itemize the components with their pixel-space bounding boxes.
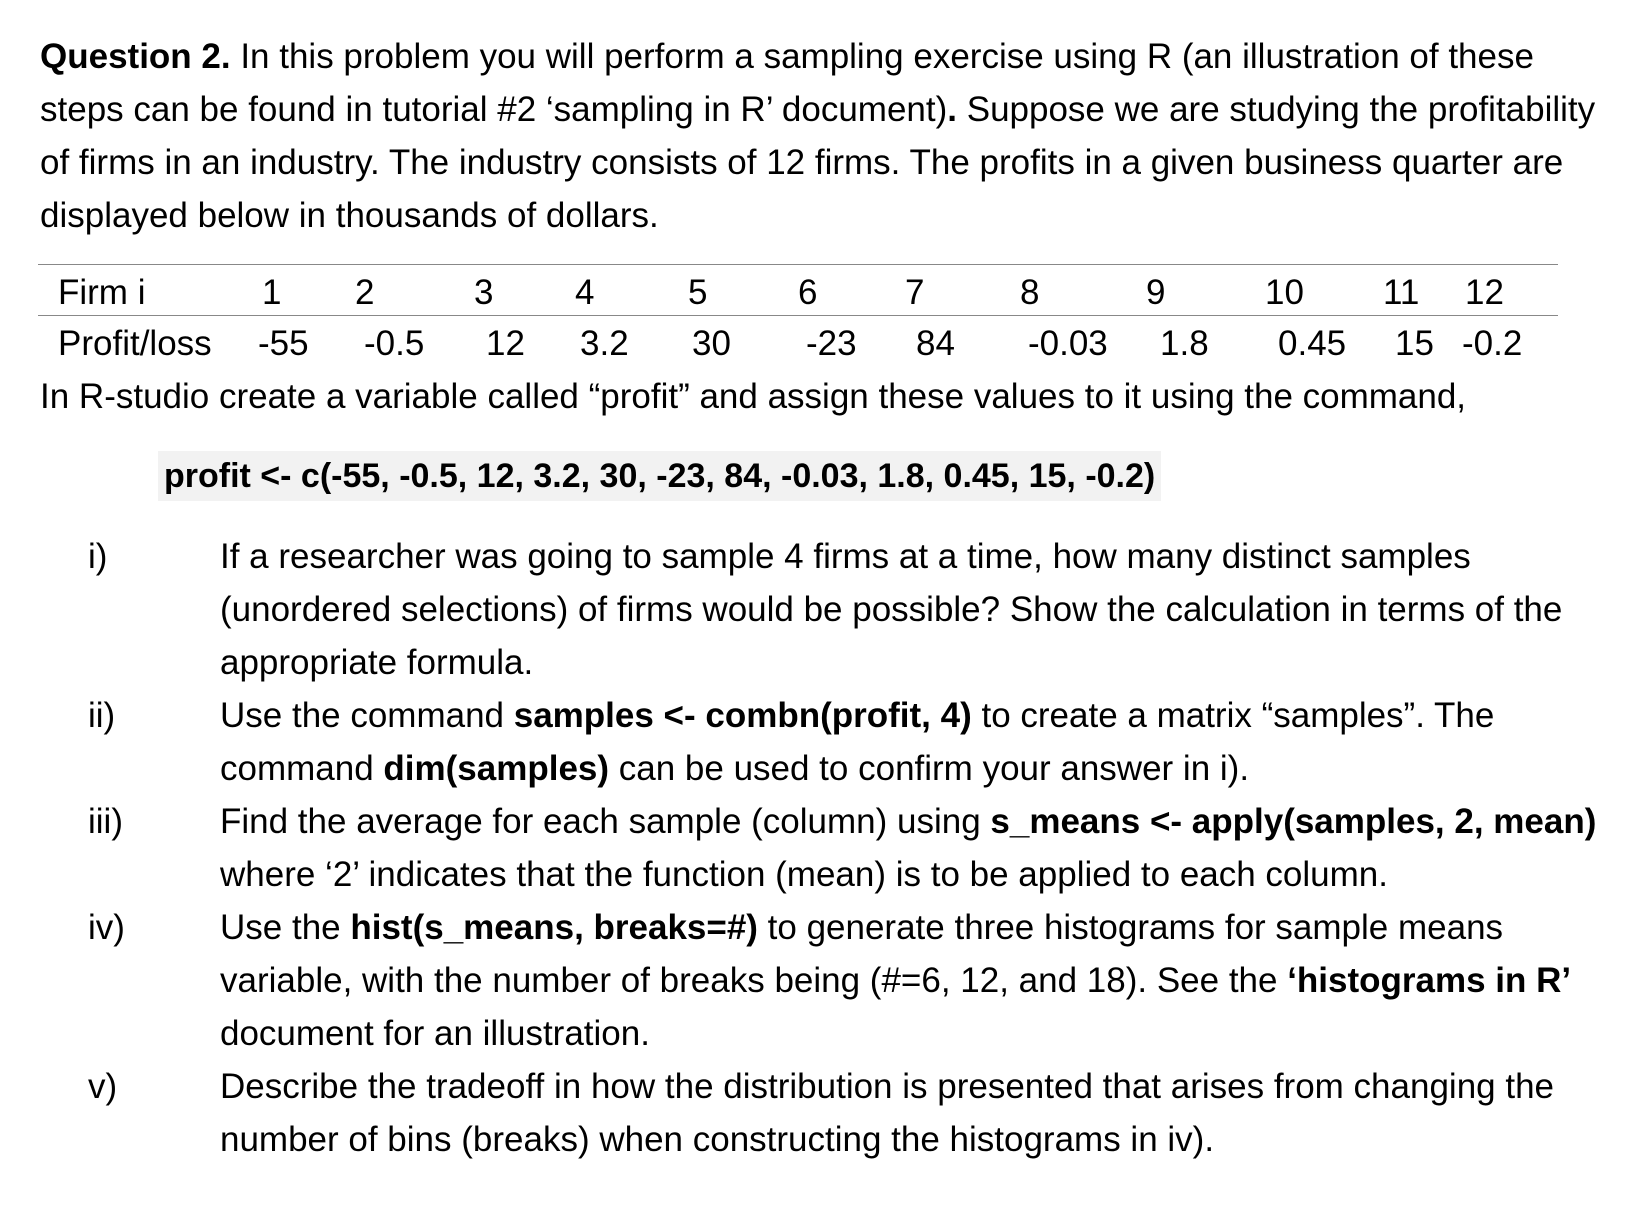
text-run: where ‘2’ indicates that the function (mean) is to be applied to each column. <box>220 855 1388 894</box>
table-cell: 1.8 <box>1160 324 1209 363</box>
table-cell: 0.45 <box>1278 324 1347 363</box>
table-cell: 6 <box>798 273 818 312</box>
table-cell: -0.2 <box>1462 324 1523 363</box>
question-number: i) <box>88 537 108 576</box>
question-number: ii) <box>88 696 116 735</box>
table-cell: 12 <box>486 324 525 363</box>
table-cell: 8 <box>1020 273 1040 312</box>
row-label-profit: Profit/loss <box>58 324 212 363</box>
question-text <box>220 795 1620 901</box>
text-run: Use the <box>220 908 351 947</box>
table-cell: 30 <box>692 324 731 363</box>
table-cell: 10 <box>1265 273 1304 312</box>
table-cell: 7 <box>905 273 925 312</box>
text-run: Find the average for each sample (column) using <box>220 802 991 841</box>
question-text: If a researcher was going to sample 4 firms at a time, how many distinct samples (unordered selections) of firms would be possible? Show the calculation in terms of the appropriate formula. <box>220 537 1563 682</box>
question-label: Question 2. <box>40 37 231 76</box>
code-run: s_means <- apply(samples, 2, mean) <box>990 802 1597 841</box>
text-run: document for an illustration. <box>220 1014 650 1053</box>
row-label-firm: Firm i <box>58 273 146 312</box>
text-run: Use the command <box>220 696 514 735</box>
intro-text-1: In this problem you will perform a sampling exercise using R (an illustration of these steps can be found in tutorial #2 ‘sampling in R’ document) <box>40 37 1534 129</box>
table-cell: -0.5 <box>364 324 425 363</box>
table-cell: 2 <box>355 273 375 312</box>
question-number: iv) <box>88 908 125 947</box>
table-cell: 84 <box>916 324 955 363</box>
code-run: samples <- combn(profit, 4) <box>513 696 972 735</box>
table-cell: 4 <box>575 273 595 312</box>
question-text: Describe the tradeoff in how the distribution is presented that arises from changing the number of bins (breaks) when constructing the histograms in iv). <box>220 1067 1554 1159</box>
question-number: iii) <box>88 802 123 841</box>
table-cell: 3 <box>474 273 494 312</box>
table-cell: 3.2 <box>580 324 629 363</box>
bold-run: ‘histograms in R’ <box>1287 961 1572 1000</box>
code-run: dim(samples) <box>383 749 610 788</box>
table-cell: 9 <box>1146 273 1166 312</box>
text-run: to generate three histograms for sample means variable, with the number of breaks being (#=6, 12, and 18). See the <box>220 908 1504 1000</box>
text-run: can be used to confirm your answer in i). <box>609 749 1250 788</box>
instruction-text: In R-studio create a variable called “profit” and assign these values to it using the command, <box>40 377 1467 416</box>
question-text <box>220 901 1620 1060</box>
table-row-firms <box>0 267 1640 319</box>
intro-text-2: Suppose we are studying the profitability of firms in an industry. The industry consists of 12 firms. The profits in a given business quarter are displayed below in thousands of dollars. <box>40 90 1596 235</box>
intro-bold-period: . <box>947 90 957 129</box>
table-cell: 12 <box>1465 273 1504 312</box>
table-cell: -55 <box>258 324 309 363</box>
table-cell: 1 <box>262 273 282 312</box>
code-run: hist(s_means, breaks=#) <box>350 908 758 947</box>
question-text <box>220 689 1620 795</box>
table-cell: -0.03 <box>1028 324 1108 363</box>
table-cell: 15 <box>1395 324 1434 363</box>
question-number: v) <box>88 1067 118 1106</box>
table-cell: 11 <box>1383 273 1420 312</box>
text-run: to create a matrix “samples”. The command <box>220 696 1495 788</box>
table-row-profits <box>0 318 1640 370</box>
table-cell: 5 <box>688 273 708 312</box>
r-code-command: profit <- c(-55, -0.5, 12, 3.2, 30, -23, 84, -0.03, 1.8, 0.45, 15, -0.2) <box>158 451 1161 501</box>
table-top-rule <box>38 264 1558 265</box>
question-intro <box>40 30 1620 242</box>
table-cell: -23 <box>806 324 857 363</box>
